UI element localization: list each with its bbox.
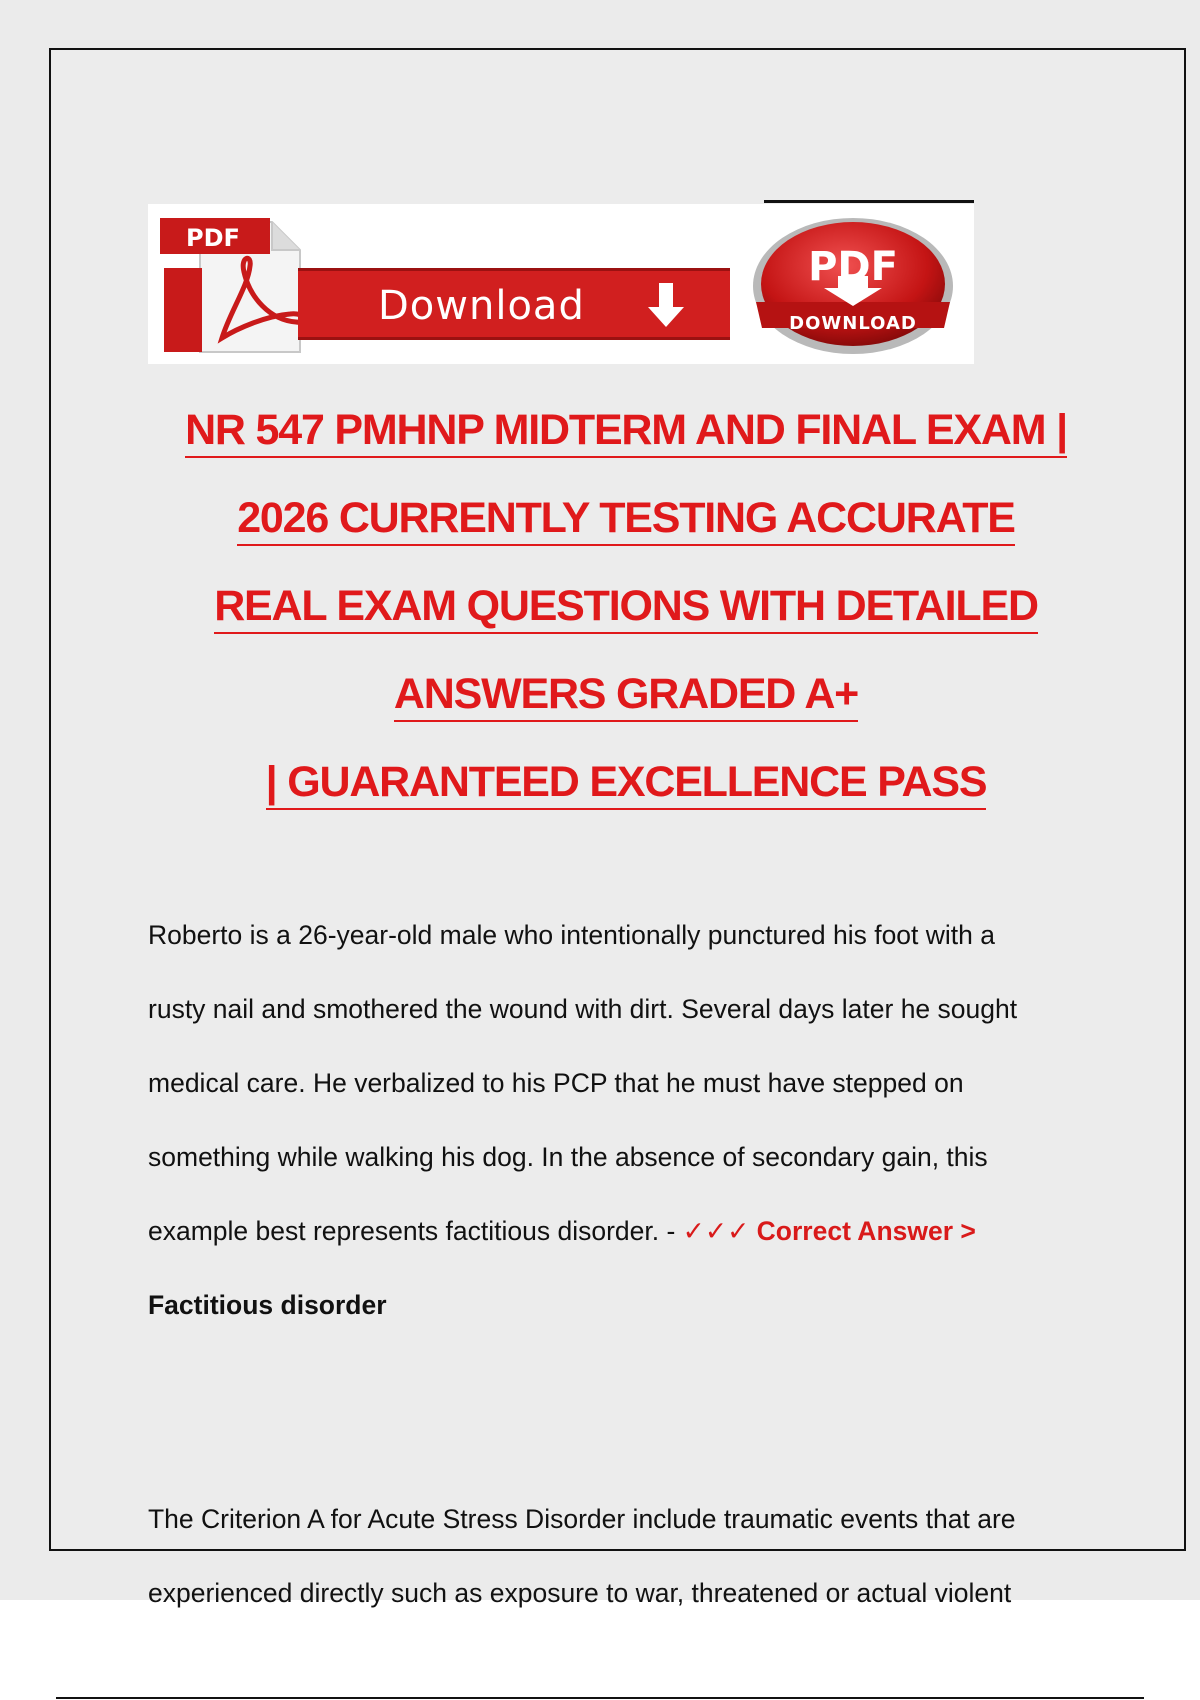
question-text-line: rusty nail and smothered the wound with dirt. Several days later he sought: [148, 994, 1018, 1024]
correct-answer-prefix: Correct Answer >: [756, 1216, 976, 1246]
checkmark-icon: ✓✓✓: [682, 1216, 750, 1247]
question-text-tail: example best represents factitious disorder. -: [148, 1216, 683, 1246]
question-text-line: [148, 1194, 1148, 1268]
download-label: Download: [378, 283, 585, 329]
question-text-line: medical care. He verbalized to his PCP that he must have stepped on: [148, 1068, 964, 1098]
title-line: ANSWERS GRADED A+: [131, 650, 1121, 738]
title-line: | GUARANTEED EXCELLENCE PASS: [131, 738, 1121, 826]
document-body: [148, 898, 1148, 1630]
title-line: REAL EXAM QUESTIONS WITH DETAILED: [131, 562, 1121, 650]
question-block: [148, 898, 1148, 1342]
correct-answer: Factitious disorder: [148, 1290, 387, 1320]
question-text-line: Roberto is a 26-year-old male who intentionally punctured his foot with a: [148, 920, 995, 950]
download-arrow-icon: [646, 281, 686, 329]
title-line: 2026 CURRENTLY TESTING ACCURATE: [131, 474, 1121, 562]
pdf-download-badge[interactable]: [748, 214, 958, 359]
document-page[interactable]: [49, 48, 1186, 1608]
footer-divider: [56, 1697, 1144, 1699]
pdf-download-banner[interactable]: [148, 204, 974, 364]
banner-top-rule: [764, 200, 974, 203]
question-text-line: experienced directly such as exposure to war, threatened or actual violent: [148, 1578, 1012, 1608]
badge-label: PDF: [808, 244, 898, 290]
document-title: [131, 386, 1121, 826]
title-line: NR 547 PMHNP MIDTERM AND FINAL EXAM |: [131, 386, 1121, 474]
badge-sublabel: DOWNLOAD: [789, 313, 917, 334]
question-block: [148, 1482, 1148, 1630]
pdf-document-icon: [160, 216, 310, 356]
question-text-line: something while walking his dog. In the absence of secondary gain, this: [148, 1142, 988, 1172]
question-text-line: The Criterion A for Acute Stress Disorder include traumatic events that are: [148, 1504, 1016, 1534]
download-button[interactable]: [298, 268, 730, 340]
pdf-doc-label: PDF: [186, 224, 240, 252]
